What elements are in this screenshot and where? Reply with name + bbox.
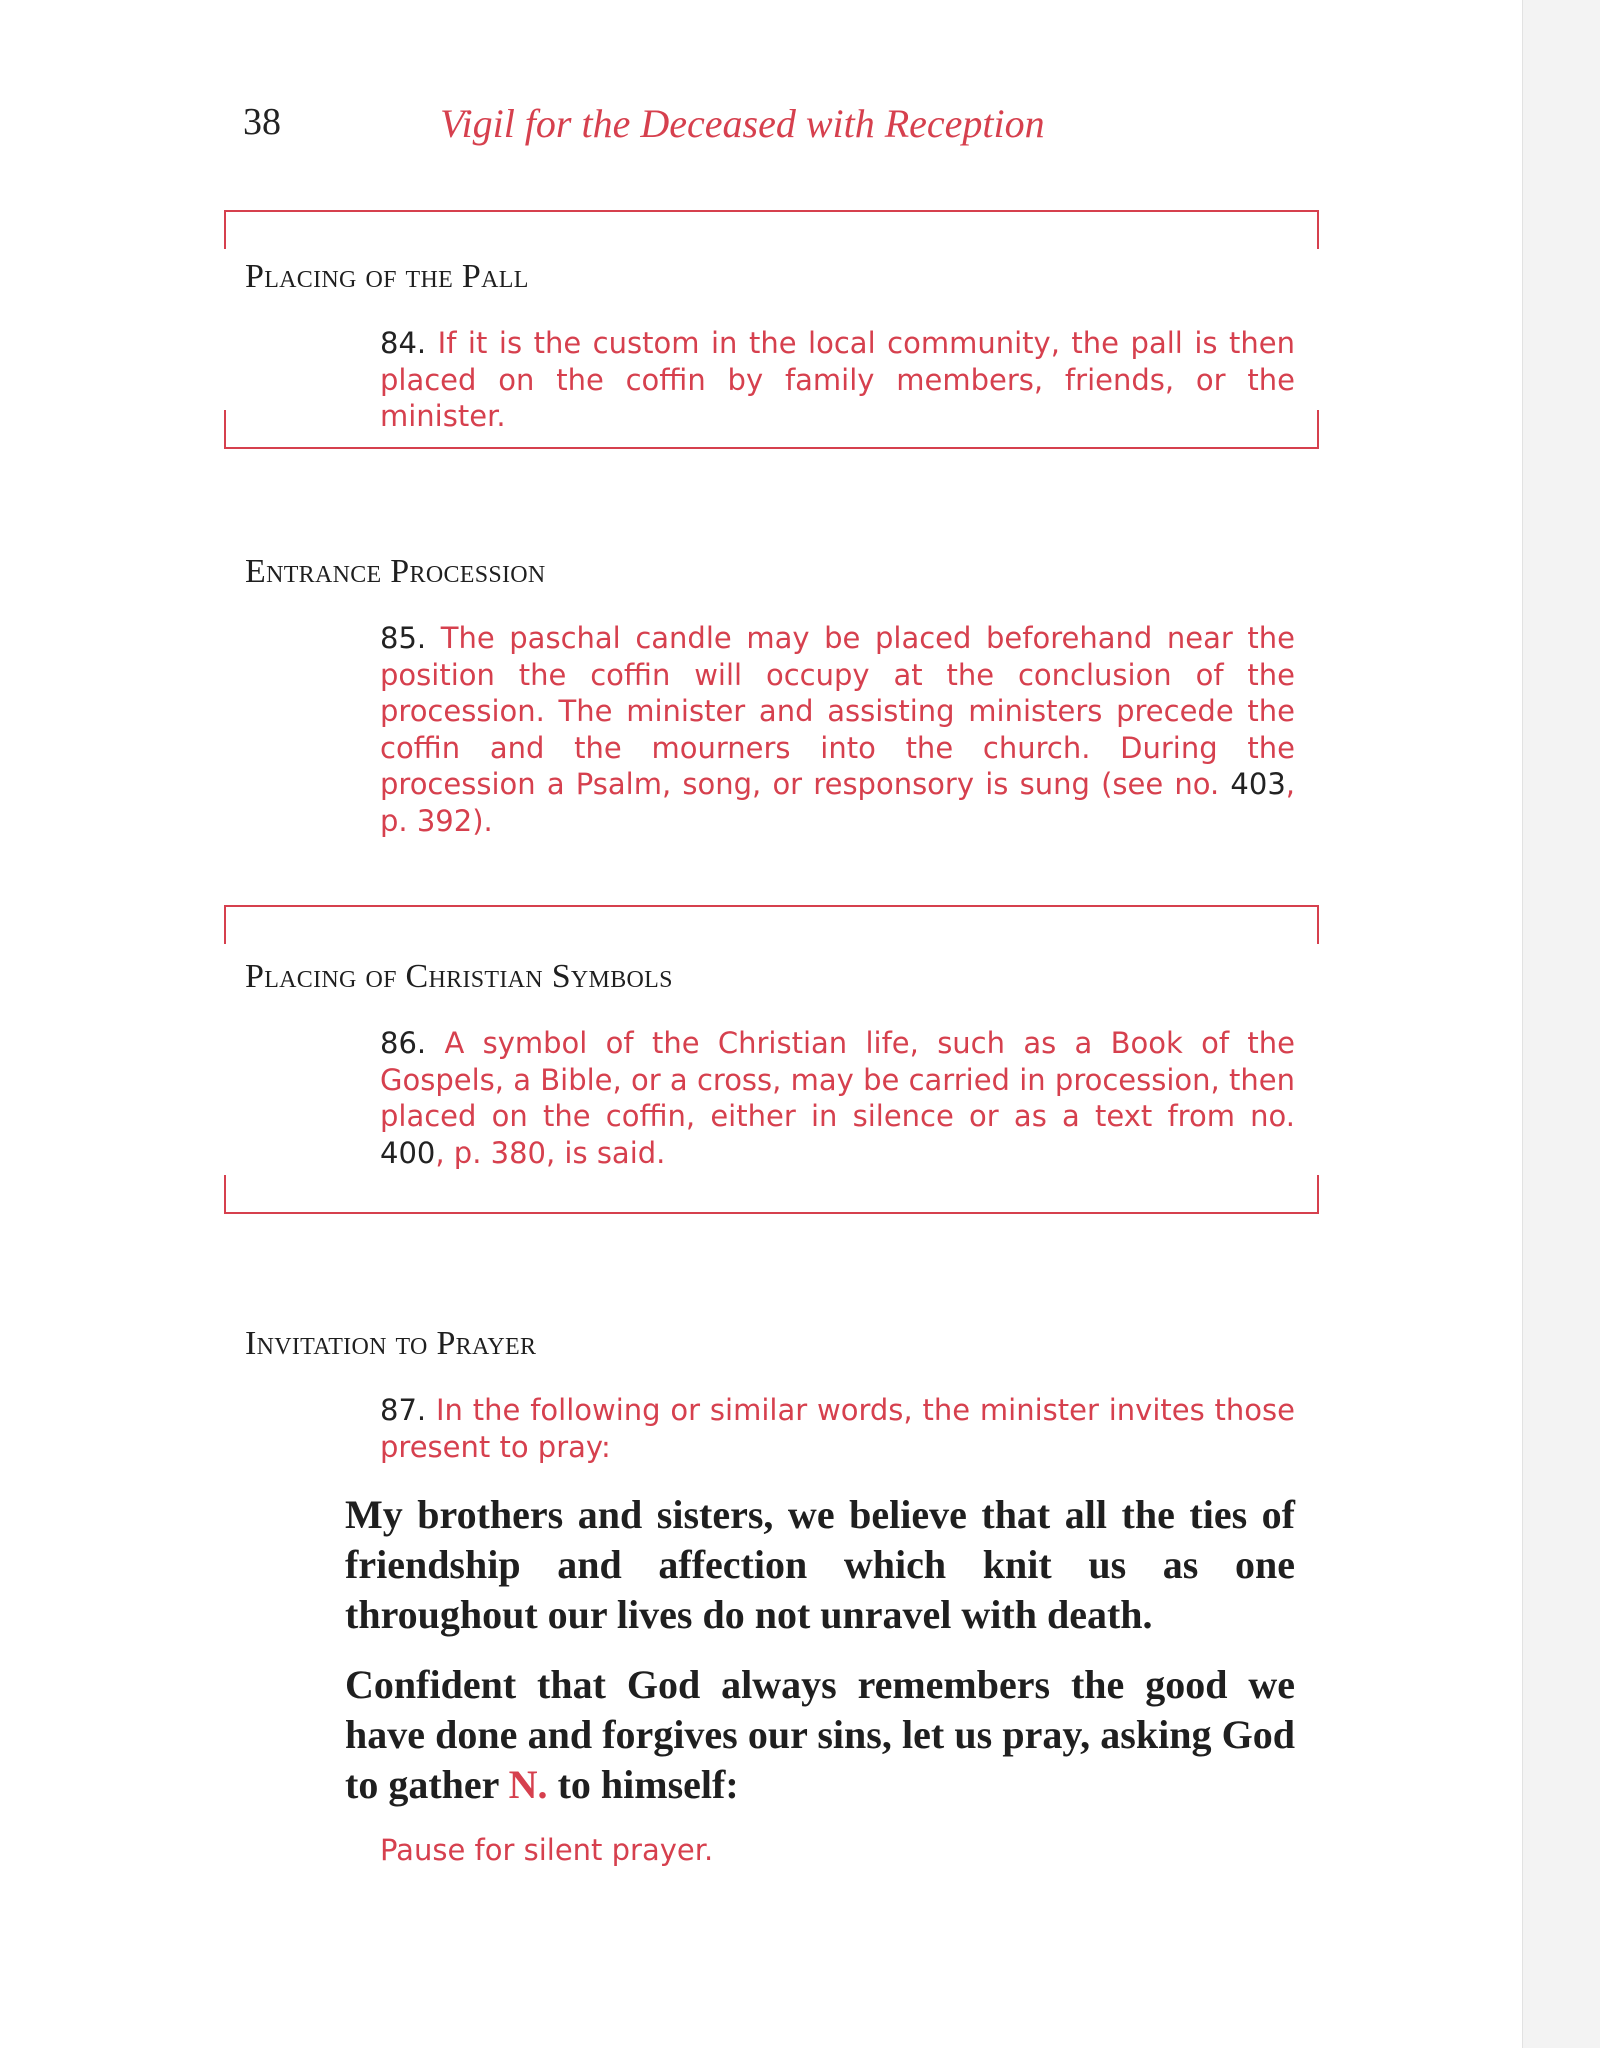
running-head bbox=[0, 100, 1522, 150]
rubric-text: If it is the custom in the local community, the pall is then placed on the coffin by family members, friends, or the minister. bbox=[380, 326, 1296, 433]
prayer-text: Confident that God always remembers the good we have done and forgives our sins, let us pray, asking God to gather bbox=[345, 1662, 1295, 1807]
rubric-text: A symbol of the Christian life, such as a Book of the Gospels, a Bible, or a cross, may be carried in procession, then placed on the coffin, either in silence or as a text from no. bbox=[380, 1026, 1296, 1133]
rubric-85 bbox=[380, 620, 1295, 839]
rubric-text: , p. 380, is said. bbox=[435, 1135, 666, 1170]
section-heading-procession: Entrance Procession bbox=[245, 553, 546, 590]
bracket-top bbox=[224, 905, 1319, 944]
rubric-87 bbox=[380, 1392, 1295, 1465]
section-heading-symbols: Placing of Christian Symbols bbox=[245, 958, 673, 995]
rubric-text: The paschal candle may be placed beforehand near the position the coffin will occupy at the conclusion of the procession. The minister and assisting ministers precede the coffin and the mourners into the church. During the procession a Psalm, song, or responsory is sung (see no. bbox=[380, 621, 1295, 801]
rubric-text: In the following or similar words, the minister invites those present to pray: bbox=[380, 1393, 1295, 1464]
bracket-bottom bbox=[224, 1175, 1319, 1214]
prayer-paragraph-1: My brothers and sisters, we believe that all the ties of friendship and affection which knit us as one throughout our lives do not unravel with death. bbox=[345, 1492, 1295, 1637]
rubric-number: 85. bbox=[380, 621, 427, 655]
section-heading-invitation: Invitation to Prayer bbox=[245, 1325, 537, 1362]
pause-rubric: Pause for silent prayer. bbox=[380, 1833, 714, 1867]
bracket-top bbox=[224, 210, 1319, 249]
bracket-bottom bbox=[224, 410, 1319, 449]
name-placeholder: N. bbox=[508, 1762, 548, 1807]
running-title: Vigil for the Deceased with Reception bbox=[440, 101, 1045, 146]
page-number: 38 bbox=[243, 101, 281, 143]
prayer-paragraph-2 bbox=[345, 1660, 1295, 1810]
rubric-number: 87. bbox=[380, 1393, 427, 1427]
rubric-number: 86. bbox=[380, 1026, 427, 1060]
section-heading-pall: Placing of the Pall bbox=[245, 258, 529, 295]
prayer-text: to himself: bbox=[547, 1762, 739, 1807]
rubric-text: , p. 392). bbox=[380, 767, 1295, 838]
cross-reference: 403 bbox=[1230, 767, 1286, 801]
cross-reference: 400 bbox=[380, 1135, 436, 1170]
rubric-86 bbox=[380, 1025, 1295, 1171]
rubric-number: 84. bbox=[380, 326, 427, 360]
